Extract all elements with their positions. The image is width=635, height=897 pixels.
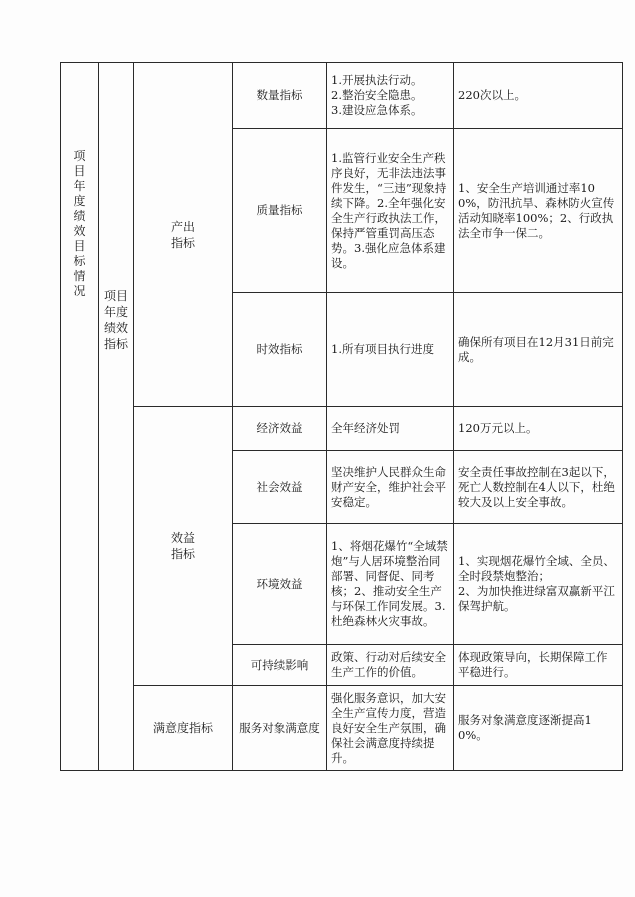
target-cell: 安全责任事故控制在3起以下，死亡人数控制在4人以下，杜绝较大及以上安全事故。 — [454, 451, 623, 524]
target-cell: 体现政策导向，长期保障工作平稳进行。 — [454, 645, 623, 686]
section-label: 效益指标 — [170, 531, 195, 561]
section-benefit — [134, 407, 233, 686]
indicator-cell: 环境效益 — [233, 524, 327, 645]
content-cell: 1、将烟花爆竹“全域禁炮”与人居环境整治同部署、同督促、同考核；2、推动安全生产与环保工作同发展。3.杜绝森林火灾事故。 — [327, 524, 454, 645]
content-cell: 1.监管行业安全生产秩序良好，无非法违法事件发生，“三违”现象持续下降。2.全年强化安全生产行政执法工作，保持严管重罚高压态势。3.强化应急体系建设。 — [327, 129, 454, 293]
content-cell: 1.开展执法行动。 2.整治安全隐患。 3.建设应急体系。 — [327, 63, 454, 129]
target-cell: 120万元以上。 — [454, 407, 623, 451]
project-goal-label: 项目年度绩效目标情况 — [73, 149, 86, 298]
target-cell: 1、实现烟花爆竹全域、全员、全时段禁炮整治； 2、为加快推进绿富双赢新平江保驾护航。 — [454, 524, 623, 645]
target-cell: 1、安全生产培训通过率100%，防汛抗旱、森林防火宣传活动知晓率100%；2、行政执法全市争一保二。 — [454, 129, 623, 293]
indicator-cell: 服务对象满意度 — [233, 686, 327, 771]
table-row — [61, 63, 623, 129]
target-cell: 220次以上。 — [454, 63, 623, 129]
performance-table — [60, 62, 623, 771]
indicator-cell: 经济效益 — [233, 407, 327, 451]
indicator-cell: 质量指标 — [233, 129, 327, 293]
indicator-cell: 社会效益 — [233, 451, 327, 524]
content-cell: 坚决维护人民群众生命财产安全，维护社会平安稳定。 — [327, 451, 454, 524]
project-indicator-column — [99, 63, 134, 771]
section-label: 满意度指标 — [152, 720, 213, 735]
section-satisfaction — [134, 686, 233, 771]
indicator-cell: 可持续影响 — [233, 645, 327, 686]
content-cell: 强化服务意识，加大安全生产宣传力度，营造良好安全生产氛围，确保社会满意度持续提升。 — [327, 686, 454, 771]
content-cell: 1.所有项目执行进度 — [327, 293, 454, 407]
content-cell: 政策、行动对后续安全生产工作的价值。 — [327, 645, 454, 686]
project-indicator-label: 项目年度绩效指标 — [103, 289, 128, 351]
project-goal-column — [61, 63, 99, 771]
target-cell: 确保所有项目在12月31日前完成。 — [454, 293, 623, 407]
indicator-cell: 时效指标 — [233, 293, 327, 407]
indicator-cell: 数量指标 — [233, 63, 327, 129]
section-output — [134, 63, 233, 407]
section-label: 产出指标 — [170, 219, 195, 250]
target-cell: 服务对象满意度逐渐提高10%。 — [454, 686, 623, 771]
content-cell: 全年经济处罚 — [327, 407, 454, 451]
table-row — [61, 407, 623, 451]
table-row — [61, 686, 623, 771]
